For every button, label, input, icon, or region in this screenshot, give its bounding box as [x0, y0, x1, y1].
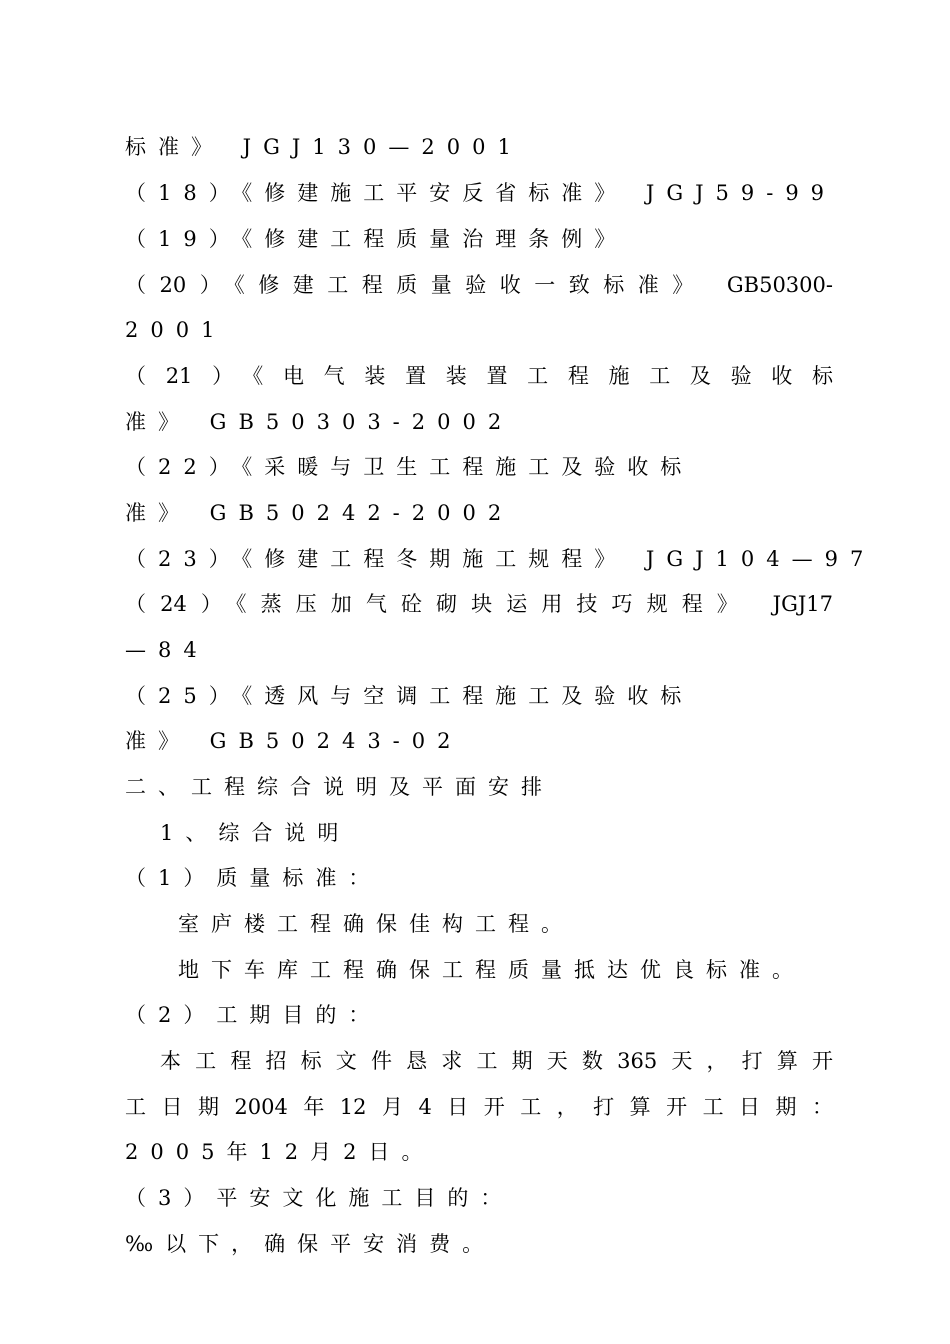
text-line: —84 [125, 638, 209, 662]
text-line: （2）工期目的： [125, 1003, 382, 1027]
text-line: 工日期2004年12月4日开工，打算开工日期： [125, 1095, 833, 1119]
text-line: （19）《修建工程质量治理条例》 [125, 227, 628, 251]
text-line: 地下车库工程确保工程质量抵达优良标准。 [178, 958, 805, 982]
text-line: （20）《修建工程质量验收一致标准》 GB50300- [125, 273, 833, 297]
text-line: 2001 [125, 318, 227, 342]
section-heading: 二、工程综合说明及平面安排 [125, 775, 554, 799]
text-line: 2005年12月2日。 [125, 1140, 435, 1164]
text-line: （3）平安文化施工目的： [125, 1186, 514, 1210]
text-line: （24）《蒸压加气砼砌块运用技巧规程》 JGJ17 [125, 592, 833, 616]
text-line: 室庐楼工程确保佳构工程。 [178, 912, 574, 936]
text-line: ‰以下，确保平安消费。 [125, 1232, 496, 1256]
text-line: （25）《透风与空调工程施工及验收标 [125, 684, 694, 708]
text-line: 准》 GB50303-2002 [125, 410, 514, 434]
text-line: 准》 GB50242-2002 [125, 501, 514, 525]
subsection-heading: 1、综合说明 [160, 821, 351, 845]
text-line: （1）质量标准： [125, 866, 382, 890]
text-line: 本工程招标文件恳求工期天数365天，打算开 [160, 1049, 833, 1073]
text-line: （21）《电气装置装置工程施工及验收标 [125, 364, 833, 388]
text-line: （23）《修建工程冬期施工规程》 JGJ104—97 [125, 547, 876, 571]
text-line: （18）《修建施工平安反省标准》 JGJ59-99 [125, 181, 837, 205]
text-line: 准》 GB50243-02 [125, 729, 463, 753]
text-line: （22）《采暖与卫生工程施工及验收标 [125, 455, 694, 479]
text-line: 标准》 JGJ130—2001 [125, 135, 523, 159]
